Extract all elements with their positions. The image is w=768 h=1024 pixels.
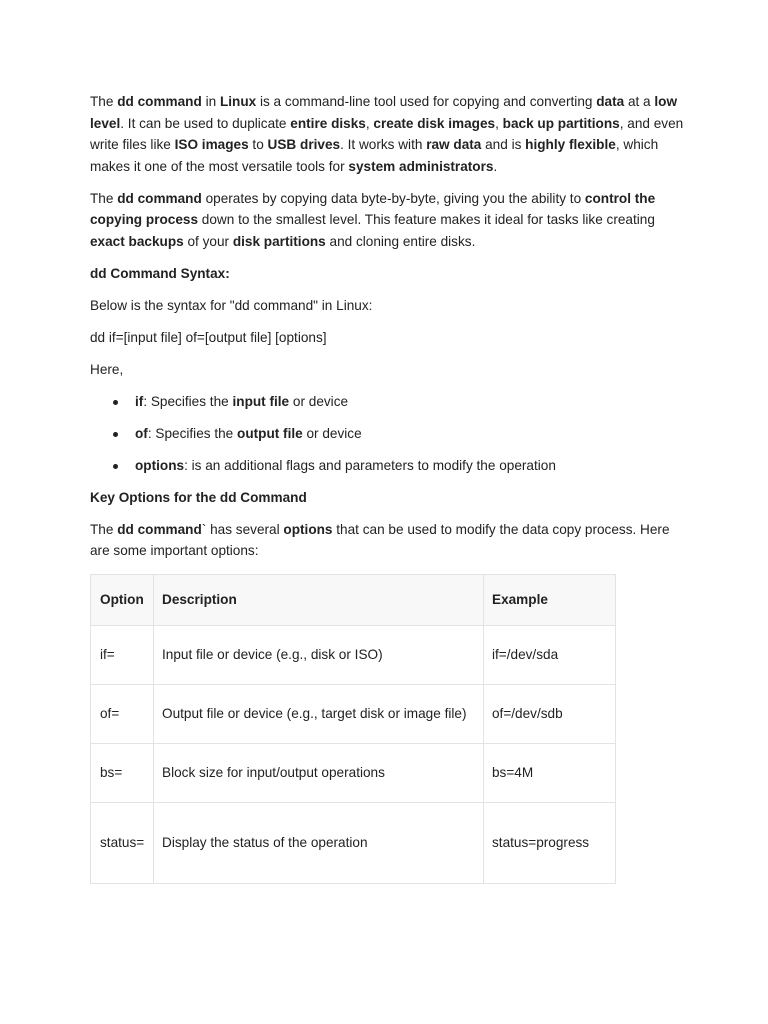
cell-example: status=progress [484, 803, 616, 884]
table-row [91, 803, 616, 884]
column-header-example: Example [484, 575, 616, 626]
list-item-of [135, 423, 690, 445]
bold-text: input file [232, 393, 290, 409]
column-header-description: Description [154, 575, 484, 626]
text: , [365, 115, 374, 131]
cell-option: status= [91, 803, 154, 884]
cell-example: of=/dev/sdb [484, 685, 616, 744]
bold-text: disk partitions [232, 233, 326, 249]
term: if [135, 393, 144, 409]
text: of your [183, 233, 233, 249]
text: ` has several [201, 521, 284, 537]
text: : Specifies the [147, 425, 238, 441]
parameter-list [90, 391, 690, 477]
text: down to the smallest level. This feature makes it ideal for tasks like creating [198, 212, 655, 228]
options-paragraph [90, 519, 690, 562]
text: or device [289, 393, 349, 409]
options-heading: Key Options for the dd Command [90, 489, 307, 505]
text: is a command-line tool used for copying and converting [256, 94, 597, 109]
here-text: Here, [90, 361, 124, 377]
cell-option: of= [91, 685, 154, 744]
bold-text: back up partitions [502, 115, 620, 131]
text: and cloning entire disks. [325, 233, 476, 249]
text: . [493, 158, 498, 174]
text: at a [624, 94, 655, 109]
options-table [90, 574, 616, 884]
bold-text: system administrators [348, 158, 494, 174]
term: of [135, 425, 148, 441]
table-row [91, 626, 616, 685]
syntax-heading: dd Command Syntax: [90, 265, 230, 281]
bold-text: USB drives [267, 137, 341, 153]
cell-option: bs= [91, 744, 154, 803]
list-item-options [135, 455, 690, 477]
text: in [201, 94, 220, 109]
table-row [91, 744, 616, 803]
syntax-command: dd if=[input file] of=[output file] [options] [90, 329, 327, 345]
bold-text: create disk images [373, 115, 496, 131]
cell-description: Block size for input/output operations [154, 744, 484, 803]
bold-text: ISO images [174, 137, 249, 153]
bold-text: dd command [117, 190, 202, 206]
bold-text: highly flexible [525, 137, 616, 153]
cell-description: Display the status of the operation [154, 803, 484, 884]
text: , which makes it one of the most versatile tools for [90, 137, 659, 174]
bold-text: control the copying process [90, 190, 656, 228]
bold-text: entire disks [290, 115, 366, 131]
table-row [91, 685, 616, 744]
bold-text: output file [237, 425, 303, 441]
text: to [248, 137, 268, 153]
bold-text: dd command [117, 521, 202, 537]
text: The [90, 94, 118, 109]
term: options [135, 457, 185, 473]
intro-paragraph-1 [90, 91, 690, 177]
cell-example: if=/dev/sda [484, 626, 616, 685]
text: , [495, 115, 503, 131]
text: that can be used to modify the data copy process. Here are some important options: [90, 521, 670, 559]
cell-option: if= [91, 626, 154, 685]
text: The [90, 190, 118, 206]
text: : is an additional flags and parameters to modify the operation [184, 457, 556, 473]
cell-example: bs=4M [484, 744, 616, 803]
bold-text: exact backups [90, 233, 184, 249]
text: . It works with [340, 137, 427, 153]
list-item-if [135, 391, 690, 413]
text: , and even write files like [90, 115, 684, 153]
intro-paragraph-2 [90, 188, 690, 253]
text: The [90, 521, 118, 537]
text: . It can be used to duplicate [120, 115, 291, 131]
text: and is [481, 137, 526, 153]
bold-text: Linux [219, 94, 257, 109]
bold-text: raw data [426, 137, 482, 153]
text: or device [302, 425, 362, 441]
bold-text: options [283, 521, 333, 537]
article-body [90, 91, 690, 884]
bold-text: low level [90, 94, 678, 131]
text: : Specifies the [143, 393, 233, 409]
bold-text: data [596, 94, 625, 109]
bold-text: dd command [117, 94, 202, 109]
cell-description: Input file or device (e.g., disk or ISO) [154, 626, 484, 685]
column-header-option: Option [91, 575, 154, 626]
table-header-row [91, 575, 616, 626]
cell-description: Output file or device (e.g., target disk or image file) [154, 685, 484, 744]
text: operates by copying data byte-by-byte, giving you the ability to [201, 190, 585, 206]
syntax-intro: Below is the syntax for "dd command" in Linux: [90, 297, 373, 313]
